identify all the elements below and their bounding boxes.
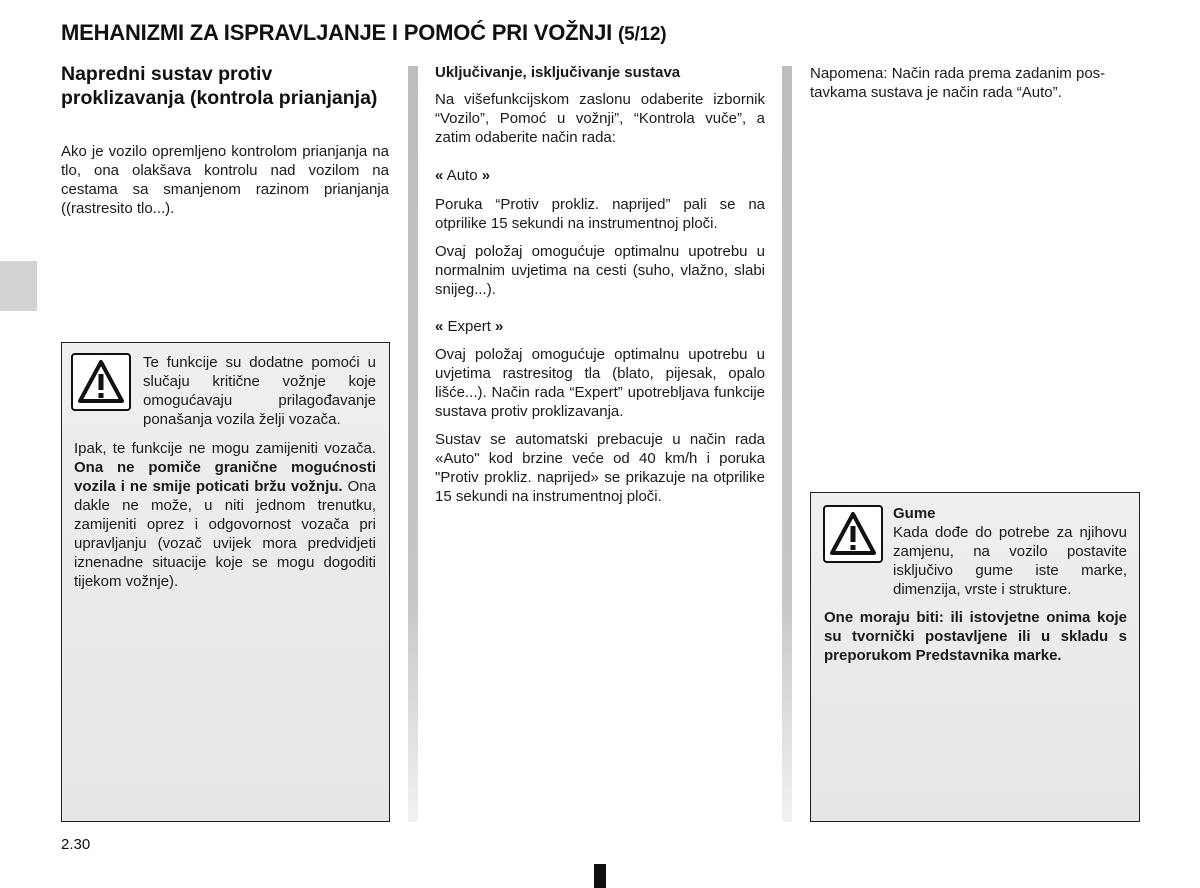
page-title-text: MEHANIZMI ZA ISPRAVLJANJE I POMOĆ PRI VOŽNJI [61,20,613,45]
warning-text-2 [74,439,376,591]
page-counter: (5/12) [617,24,667,45]
quote-close: » [481,167,491,184]
tyres-text-1: Kada dođe do potrebe za njihovu zamjenu, na vozilo postavite isključivo gume iste marke, dimenzija, vrste i strukture. [893,524,1127,598]
paragraph-menu: Na višefunkcijskom zaslonu odaberite izbornik “Vozilo”, Pomoć u vožnji”, “Kontrola vuče”, a zatim odaberite način rada: [435,91,765,146]
chapter-tab [0,261,37,311]
mode-expert-text: Expert [443,318,496,335]
tyres-text-2: One moraju biti: ili istovjetne onima koje su tvornički postavljene ili u skladu s preporukom Predstavnika marke. [824,609,1127,664]
mode-expert-label [435,317,765,336]
paragraph-expert-usage: Ovaj položaj omogućuje optimalnu upotrebu u uvjetima rastresitog tla (blato, pijesak, opalo lišće...). Način rada “Expert” upotrebljava funkcije sustava protiv proklizavanja. [435,346,765,420]
column-divider-right [782,66,792,822]
subsection-heading: Uključivanje, isključivanje sustava [435,64,681,81]
section-title: Napredni sustav protiv proklizavanja (kontrola prianjanja) [61,63,378,109]
paragraph-auto-message: Poruka “Protiv prokliz. naprijed” pali se na otprilike 15 sekundi na instrumentnoj ploči. [435,196,765,232]
tyres-title: Gume [893,505,936,522]
page-edge-marker [594,864,606,888]
mode-auto-text: Auto [443,167,482,184]
paragraph-auto-usage: Ovaj položaj omogućuje optimalnu upotrebu u normalnim uvjetima na cesti (suho, vlažno, slabi snijeg...). [435,243,765,298]
page-number: 2.30 [61,836,91,853]
warning-text-1: Te funkcije su dodatne pomoći u slučaju kritične vožnje koje omogućavaju prilagođavanje ponašanja vozila želji vozača. [143,354,376,428]
page-title [61,20,666,46]
warning-text-2-bold: Ona ne pomiče granične mogućnosti vozila i ne smije poticati bržu vožnju. [74,459,376,495]
warning-text-2-start: Ipak, te funkcije ne mogu zamijeniti vozača. [74,440,376,457]
quote-open: « [435,318,444,335]
paragraph-auto-switch: Sustav se automatski prebacuje u način rada «Auto" kod brzine veće od 40 km/h i poruka "Protiv prokliz. naprijed» se prikazuje na otprilike 15 sekundi na instrumentnoj ploči. [435,431,765,505]
warning-box-driving-aids [61,342,390,822]
mode-auto-label [435,166,765,185]
warning-triangle-icon [71,353,131,411]
warning-triangle-icon [823,505,883,563]
quote-close: » [495,318,504,335]
intro-paragraph: Ako je vozilo opremljeno kontrolom prianjanja na tlo, ona olakšava kontrolu nad vozilom na cestama sa smanjenom razinom prianjanja ((rastresito tlo...). [61,143,389,217]
column-divider-left [408,66,418,822]
quote-open: « [435,167,444,184]
note-default-mode: Napomena: Način rada prema zadanim postavkama sustava je način rada “Auto”. [810,65,1106,101]
warning-text-2-end: Ona dakle ne može, u niti jednom trenutku, zamijeniti oprez i odgovornost vozača pri upravljanju (vozač uvijek mora predvidjeti iznenadne situacije koje se mogu dogoditi tijekom vožnje). [74,478,376,590]
warning-box-tyres [810,492,1140,822]
